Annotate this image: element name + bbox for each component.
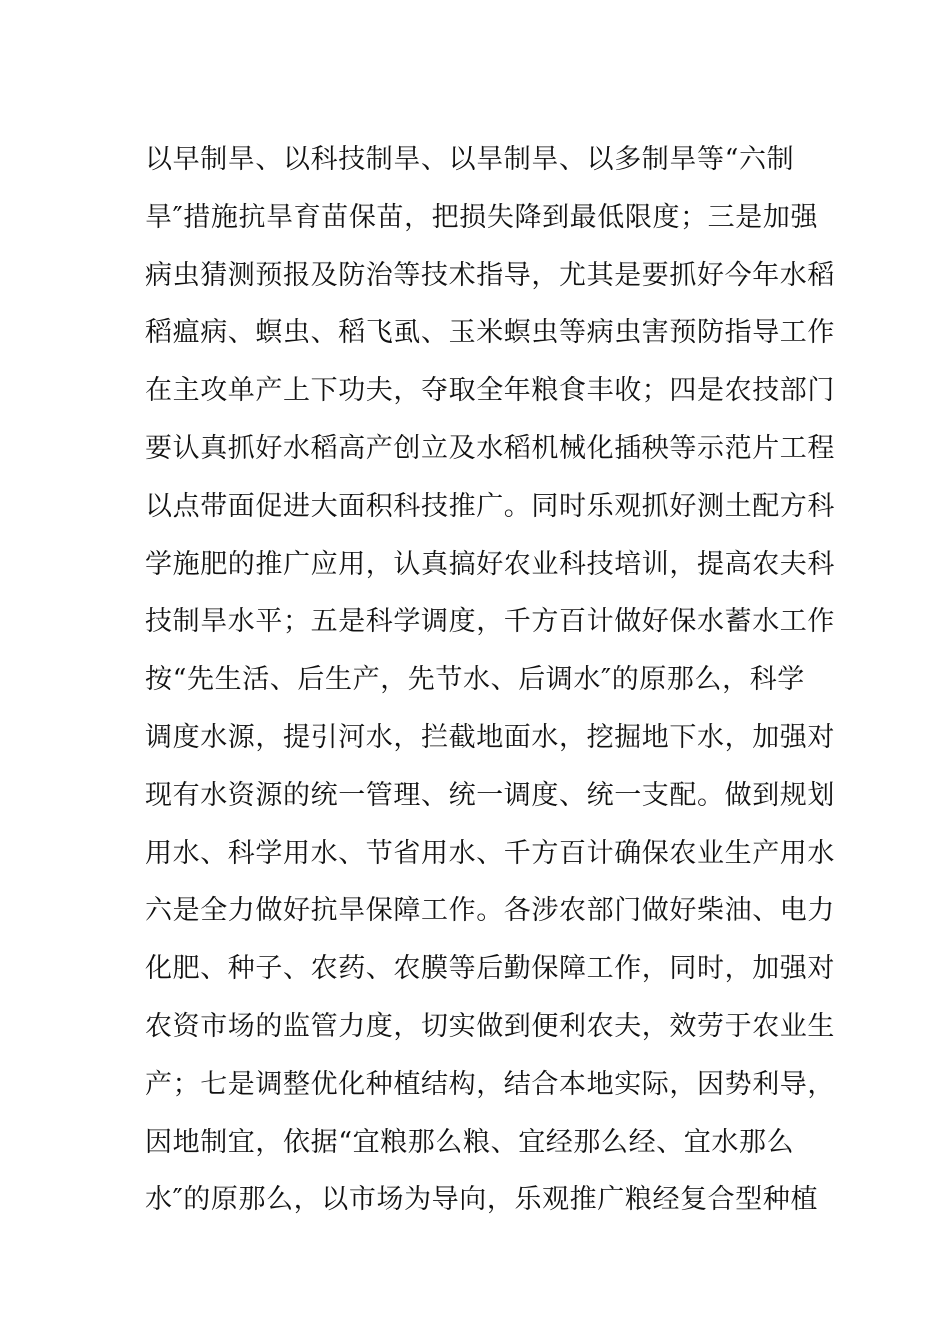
text-line: 用水、科学用水、节省用水、千方百计确保农业生产用水 [145,837,835,869]
body-paragraph [145,131,835,1229]
text-line: 以早制旱、以科技制旱、以旱制旱、以多制旱等“六制 [145,144,795,175]
text-line: 水″的原那么，以市场为导向，乐观推广粮经复合型种植 [145,1184,819,1216]
text-line: 按“先生活、后生产，先节水、后调水″的原那么，科学 [145,664,805,696]
text-line: 现有水资源的统一管理、统一调度、统一支配。做到规划 [145,779,835,811]
text-line: 在主攻单产上下功夫，夺取全年粮食丰收；四是农技部门 [145,375,835,407]
text-line: 调度水源，提引河水，拦截地面水，挖掘地下水，加强对 [145,721,835,753]
text-line: 病虫猜测预报及防治等技术指导，尤其是要抓好今年水稻 [145,259,835,291]
text-line: 要认真抓好水稻高产创立及水稻机械化插秧等示范片工程 [145,432,835,464]
text-line: 因地制宜，依据“宜粮那么粮、宜经那么经、宜水那么 [145,1126,795,1158]
text-line: 学施肥的推广应用，认真搞好农业科技培训，提高农夫科 [145,548,835,580]
text-line: 产；七是调整优化种植结构，结合本地实际，因势利导， [145,1068,835,1100]
text-line: 稻瘟病、螟虫、稻飞虱、玉米螟虫等病虫害预防指导工作 [145,317,835,349]
text-line: 技制旱水平；五是科学调度，千方百计做好保水蓄水工作 [145,606,835,638]
text-line: 农资市场的监管力度，切实做到便利农夫，效劳于农业生 [145,1010,835,1042]
text-line: 六是全力做好抗旱保障工作。各涉农部门做好柴油、电力 [145,895,835,927]
text-line: 旱″措施抗旱育苗保苗，把损失降到最低限度；三是加强 [145,201,819,233]
text-line: 以点带面促进大面积科技推广。同时乐观抓好测土配方科 [145,490,835,522]
text-line: 化肥、种子、农药、农膜等后勤保障工作，同时，加强对 [145,953,835,985]
